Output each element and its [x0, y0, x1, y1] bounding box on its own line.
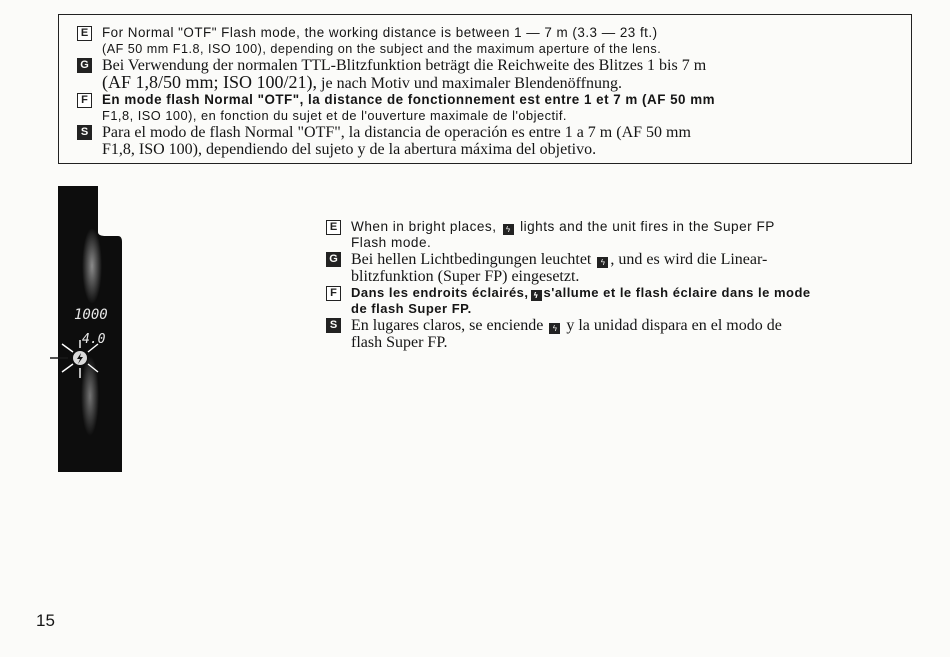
side-german-line-1: Bei hellen Lichtbedingungen leuchtet ϟ , und es wird die Linear- [351, 251, 768, 268]
viewfinder-display-illustration [48, 186, 138, 472]
viewfinder-shutter-readout: 1000 [74, 307, 108, 323]
note-english-line-2: (AF 50 mm F1.8, ISO 100), depending on the subject and the maximum aperture of the lens. [102, 42, 662, 56]
lang-badge-spanish: S [77, 125, 92, 140]
flash-lightning-icon: ϟ [597, 257, 608, 268]
flash-range-note-box [58, 14, 912, 164]
lang-badge-german: G [77, 58, 92, 73]
side-spanish [326, 317, 908, 351]
side-german [326, 251, 908, 285]
note-german-line-1: Bei Verwendung der normalen TTL-Blitzfunktion beträgt die Reichweite des Blitzes 1 bis 7 m [102, 57, 707, 74]
super-fp-note [326, 219, 908, 351]
note-french [77, 92, 901, 124]
side-english-line-1: When in bright places, ϟ lights and the unit fires in the Super FP [351, 219, 775, 234]
lang-badge-english: E [77, 26, 92, 41]
note-french-line-2: F1,8, ISO 100), en fonction du sujet et de l'ouverture maximale de l'objectif. [102, 108, 567, 123]
flash-lightning-icon: ϟ [503, 224, 514, 235]
side-french [326, 285, 908, 317]
note-english-line-1: For Normal "OTF" Flash mode, the working distance is between 1 — 7 m (3.3 — 23 ft.) [102, 25, 658, 40]
side-english-line-2: Flash mode. [351, 235, 432, 250]
note-spanish [77, 124, 901, 158]
note-spanish-line-2: F1,8, ISO 100), dependiendo del sujeto y de la abertura máxima del objetivo. [102, 141, 597, 158]
side-french-line-1: Dans les endroits éclairés, ϟ s'allume et le flash éclaire dans le mode [351, 285, 811, 300]
side-spanish-line-2: flash Super FP. [351, 334, 448, 351]
page-number: 15 [36, 611, 55, 630]
lang-badge-french: F [326, 286, 341, 301]
flash-lightning-icon: ϟ [549, 323, 560, 334]
side-french-line-2: de flash Super FP. [351, 301, 472, 316]
note-german-line-2: (AF 1,8/50 mm; ISO 100/21), je nach Motiv und maximaler Blendenöffnung. [102, 72, 622, 92]
side-english [326, 219, 908, 251]
flash-lightning-icon: ϟ [531, 290, 542, 301]
side-spanish-line-1: En lugares claros, se enciende ϟ y la unidad dispara en el modo de [351, 317, 782, 334]
note-spanish-line-1: Para el modo de flash Normal "OTF", la distancia de operación es entre 1 a 7 m (AF 50 mm [102, 124, 691, 141]
lang-badge-french: F [77, 93, 92, 108]
lang-badge-german: G [326, 252, 341, 267]
lang-badge-spanish: S [326, 318, 341, 333]
note-english [77, 25, 901, 57]
side-german-line-2: blitzfunktion (Super FP) eingesetzt. [351, 268, 580, 285]
lang-badge-english: E [326, 220, 341, 235]
note-french-line-1: En mode flash Normal "OTF", la distance de fonctionnement est entre 1 et 7 m (AF 50 mm [102, 92, 716, 107]
viewfinder-aperture-readout: 4.0 [82, 332, 106, 347]
note-german [77, 57, 901, 92]
